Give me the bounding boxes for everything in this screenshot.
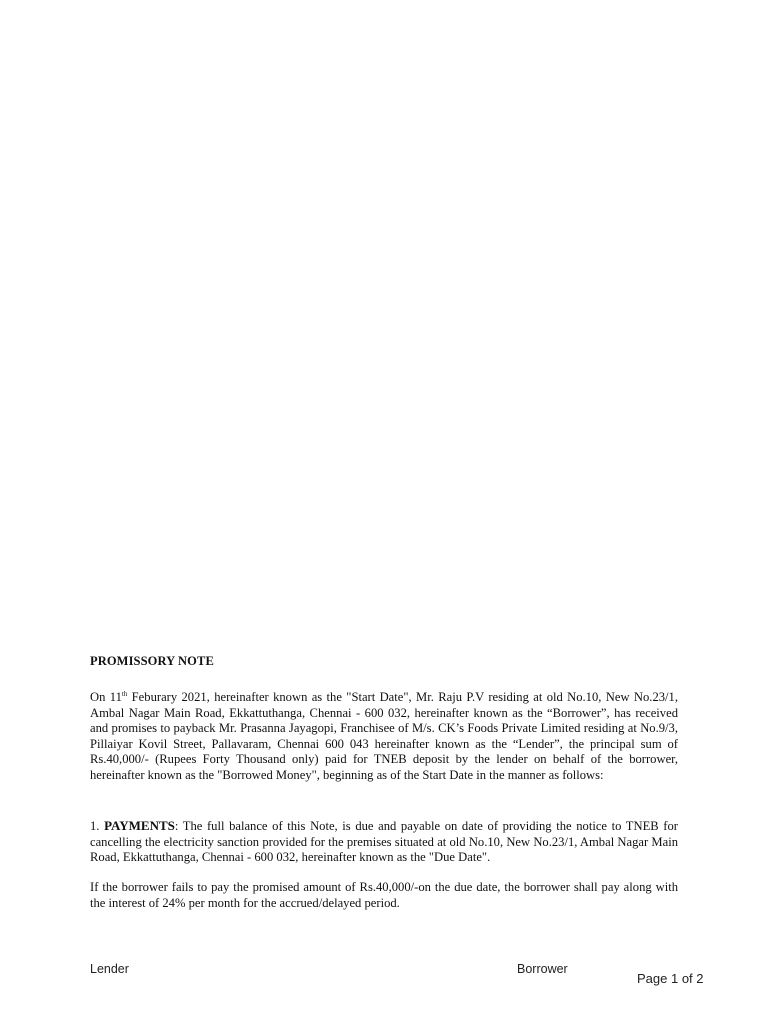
intro-paragraph: [90, 690, 678, 784]
payments-text: : The full balance of this Note, is due and payable on date of providing the notice to TNEB for cancelling the electricity sanction provided for the premises situated at old No.10, New No.23/1, Ambal Nagar Main Road, Ekkattuthanga, Chennai - 600 032, hereinafter known as the "Due Date".: [90, 819, 678, 865]
penalty-text: If the borrower fails to pay the promised amount of Rs.40,000/-on the due date, the borrower shall pay along with the interest of 24% per month for the accrued/delayed period.: [90, 880, 678, 910]
intro-text: Feburary 2021, hereinafter known as the "Start Date", Mr. Raju P.V residing at old No.10, New No.23/1, Ambal Nagar Main Road, Ekkattuthanga, Chennai - 600 032, hereinafter known as the “Borrower”, has received and promises to payback Mr. Prasanna Jayagopi, Franchisee of M/s. CK’s Foods Private Limited residing at No.9/3, Pillaiyar Kovil Street, Pallavaram, Chennai 600 043 hereinafter known as the “Lender”, the principal sum of Rs.40,000/- (Rupees Forty Thousand only) paid for TNEB deposit by the lender on behalf of the borrower, hereinafter known as the "Borrowed Money", beginning as of the Start Date in the manner as follows:: [90, 690, 678, 782]
page-number: Page 1 of 2: [637, 971, 704, 986]
intro-superscript: th: [121, 690, 128, 698]
intro-lead: On 11: [90, 690, 122, 704]
document-title: PROMISSORY NOTE: [90, 654, 214, 668]
borrower-signature-label: Borrower: [517, 962, 568, 976]
payments-heading: PAYMENTS: [104, 818, 175, 833]
penalty-paragraph: [90, 880, 678, 911]
lender-signature-label: Lender: [90, 962, 129, 976]
payments-paragraph: [90, 818, 678, 866]
payments-number: 1.: [90, 819, 100, 833]
